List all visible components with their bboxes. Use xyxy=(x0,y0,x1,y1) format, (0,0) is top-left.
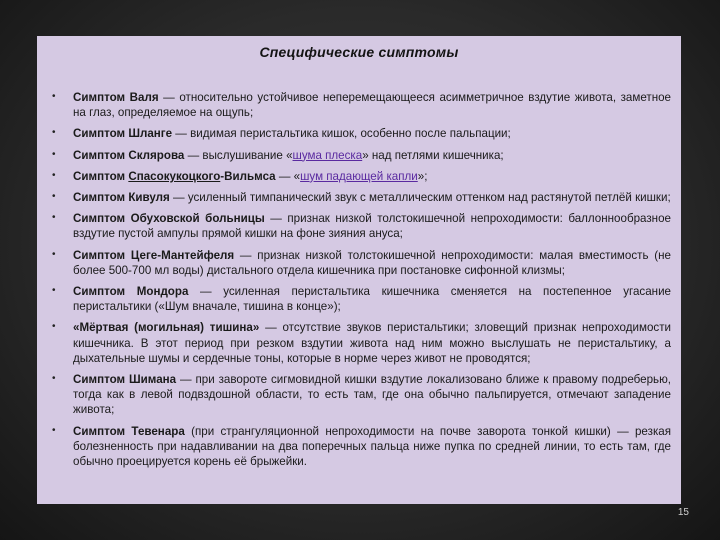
symptom-term-prefix: Симптом xyxy=(73,169,129,183)
symptom-description: — относительно устойчивое неперемещающееся асимметричное вздутие живота, заметное на глаз, определяемое на ощупь; xyxy=(73,91,672,120)
bullet-icon: • xyxy=(52,321,56,333)
symptom-term: Симптом Мондора xyxy=(73,285,189,299)
symptom-description-end: » над петлями кишечника; xyxy=(362,148,504,162)
symptom-description: — при завороте сигмовидной кишки вздутие локализовано ближе к правому подреберью, тогда как в левой подвздошной области, то есть там, где она обычно пальпируется, отмечают западение живота; xyxy=(73,373,671,417)
symptom-description-end: »; xyxy=(417,169,428,183)
list-item xyxy=(47,126,671,141)
hyperlink-shum-padayushchey-kapli[interactable]: шум падающей капли xyxy=(300,169,418,183)
symptom-term-suffix: -Вильмса xyxy=(220,169,276,183)
hyperlink-spasokukotsky[interactable]: Спасокукоцкого xyxy=(128,169,221,183)
symptom-description: — признак низкой толстокишечной непроходимости: баллоннообразное вздутие пустой ампулы прямой кишки на фоне зияния ануса; xyxy=(73,212,671,241)
symptom-description: — усиленная перистальтика кишечника сменяется на постепенное угасание перистальтики («Шум вначале, тишина в конце»); xyxy=(73,285,671,314)
list-item xyxy=(47,190,671,205)
bullet-icon: • xyxy=(52,424,56,436)
symptom-description: — « xyxy=(275,169,301,183)
symptom-term: Симптом Шланге xyxy=(73,127,173,141)
symptom-description: (при странгуляционной непроходимости на почве заворота тонкой кишки) — резкая болезненность при надавливании на два поперечных пальца ниже пупка по средней линии, то есть там, где обычно проецируется корень её брыжейки. xyxy=(73,424,671,469)
bullet-icon: • xyxy=(52,248,56,260)
symptom-description: — усиленный тимпанический звук с металлическим оттенком над растянутой петлёй кишки; xyxy=(169,191,671,205)
slide-title: Специфические симптомы xyxy=(259,44,459,60)
bullet-icon: • xyxy=(52,191,56,203)
bullet-icon: • xyxy=(52,91,56,102)
slide-content-panel xyxy=(37,36,681,504)
symptom-term xyxy=(73,170,276,183)
list-item xyxy=(47,248,671,278)
list-item xyxy=(47,372,671,418)
bullet-icon: • xyxy=(52,169,56,181)
list-item xyxy=(47,284,671,314)
symptom-description: — видимая перистальтика кишок, особенно после пальпации; xyxy=(172,127,511,141)
symptom-term: Симптом Валя xyxy=(73,91,159,104)
bullet-icon: • xyxy=(52,285,56,297)
list-item xyxy=(47,148,671,163)
list-item xyxy=(47,424,671,470)
bullet-icon: • xyxy=(52,148,56,160)
symptom-term: Симптом Обуховской больницы xyxy=(73,212,265,226)
list-item xyxy=(47,169,671,184)
symptom-term: Симптом Тевенара xyxy=(73,424,185,438)
symptom-term: Симптом Кивуля xyxy=(73,191,170,205)
list-item xyxy=(47,211,671,241)
symptom-description: — выслушивание « xyxy=(184,148,293,162)
symptom-list xyxy=(47,90,671,469)
bullet-icon: • xyxy=(52,127,56,139)
hyperlink-shuma-pleska[interactable]: шума плеска xyxy=(292,148,363,162)
symptom-term: Симптом Склярова xyxy=(73,148,185,162)
list-item xyxy=(47,90,671,120)
list-item xyxy=(47,320,671,366)
page-number: 15 xyxy=(677,507,689,518)
symptom-description: — отсутствие звуков перистальтики; зловещий признак непроходимости кишечника. В этот период при резком вздутии живота над ним можно выслушать не перистальтику, а дыхательные шумы и сердечные тоны, которые в норме через живот не проводятся; xyxy=(73,321,671,365)
symptom-term: Симптом Цеге-Мантейфеля xyxy=(73,248,235,262)
bullet-icon: • xyxy=(52,212,56,224)
symptom-description: — признак низкой толстокишечной непроходимости: малая вместимость (не более 500-700 мл воды) дистального отдела кишечника при постановке сифонной клизмы; xyxy=(73,248,671,277)
symptom-term: «Мёртвая (могильная) тишина» xyxy=(73,321,260,335)
bullet-icon: • xyxy=(52,373,56,385)
symptom-term: Симптом Шимана xyxy=(73,373,177,387)
